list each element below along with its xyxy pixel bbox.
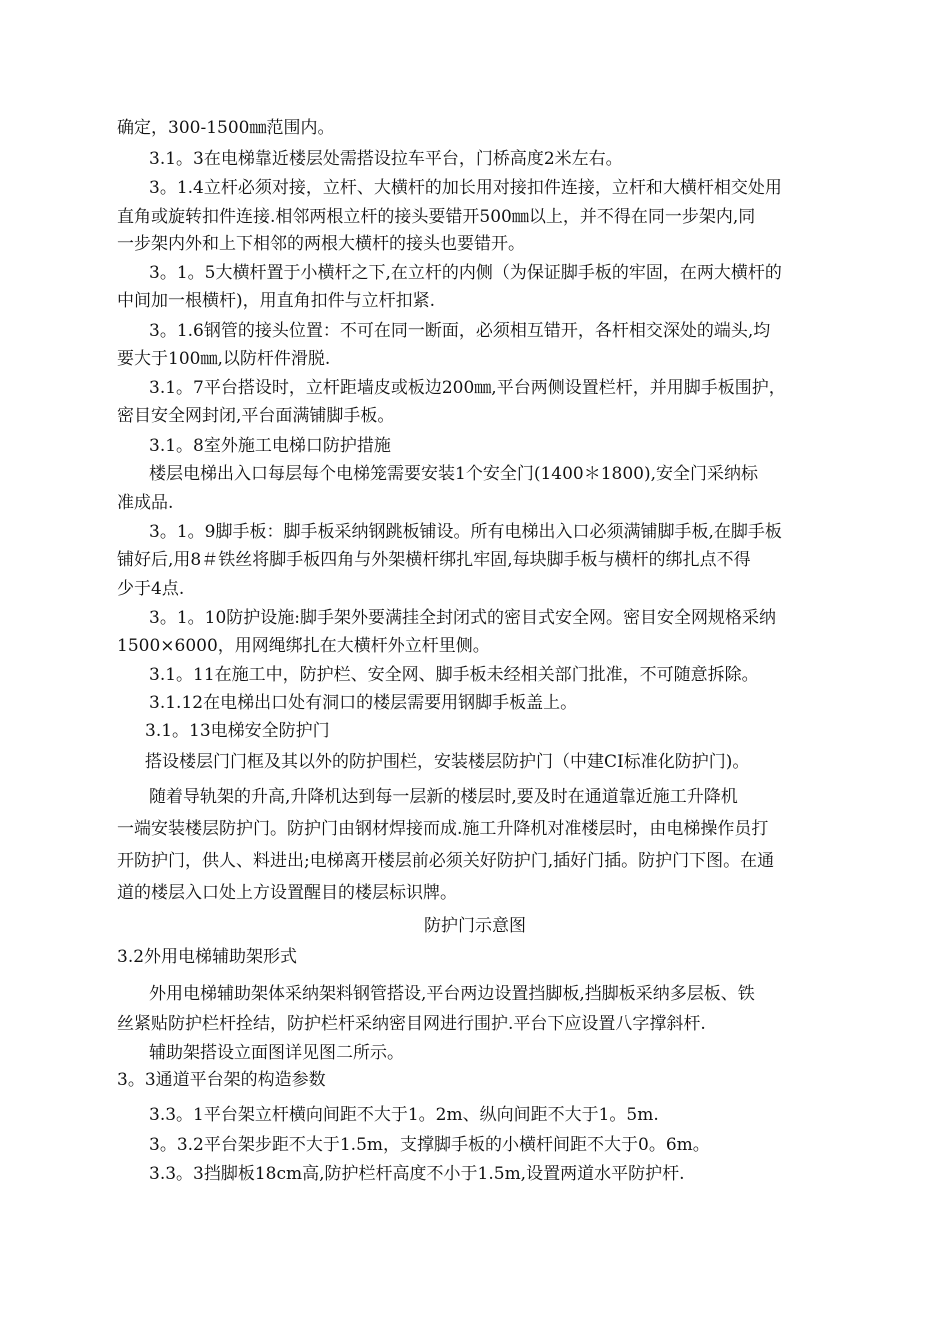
text-line: 确定，300-1500㎜范围内。	[117, 118, 335, 138]
text-line: 辅助架搭设立面图详见图二所示。	[149, 1043, 404, 1063]
text-line: 3。3.2平台架步距不大于1.5m，支撑脚手板的小横杆间距不大于0。6m。	[149, 1135, 710, 1155]
text-line: 3.1。13电梯安全防护门	[145, 721, 330, 741]
text-line: 一步架内外和上下相邻的两根大横杆的接头也要错开。	[117, 234, 525, 254]
text-line: 搭设楼层门门框及其以外的防护围栏，安装楼层防护门（中建CI标准化防护门)。	[145, 752, 750, 772]
text-line: 直角或旋转扣件连接.相邻两根立杆的接头要错开500㎜以上，并不得在同一步架内,同	[117, 207, 756, 227]
text-line: 少于4点.	[117, 579, 185, 599]
text-line: 楼层电梯出入口每层每个电梯笼需要安装1个安全门(1400＊1800),安全门采纳标	[149, 464, 759, 484]
text-line: 准成品.	[117, 493, 174, 513]
text-line: 要大于100㎜,以防杆件滑脱.	[117, 349, 331, 369]
text-line: 随着导轨架的升高,升降机达到每一层新的楼层时,要及时在通道靠近施工升降机	[149, 787, 738, 807]
text-line: 3.1。11在施工中，防护栏、安全网、脚手板未经相关部门批准，不可随意拆除。	[149, 665, 759, 685]
text-line: 3。1。10防护设施:脚手架外要满挂全封闭式的密目式安全网。密目安全网规格采纳	[149, 608, 776, 628]
text-line: 3.1。8室外施工电梯口防护措施	[149, 436, 391, 456]
text-line: 3。1。5大横杆置于小横杆之下,在立杆的内侧（为保证脚手板的牢固，在两大横杆的	[149, 263, 782, 283]
text-line: 3.3。3挡脚板18cm高,防护栏杆高度不小于1.5m,设置两道水平防护杆.	[149, 1164, 685, 1184]
text-line: 铺好后,用8＃铁丝将脚手板四角与外架横杆绑扎牢固,每块脚手板与横杆的绑扎点不得	[117, 550, 751, 570]
text-line: 1500×6000，用网绳绑扎在大横杆外立杆里侧。	[117, 636, 490, 656]
text-line: 3.1.12在电梯出口处有洞口的楼层需要用钢脚手板盖上。	[149, 693, 578, 713]
text-line: 3.3。1平台架立杆横向间距不大于1。2m、纵向间距不大于1。5m.	[149, 1105, 659, 1125]
text-line: 3。1.4立杆必须对接，立杆、大横杆的加长用对接扣件连接，立杆和大横杆相交处用	[149, 178, 782, 198]
text-line: 3.1。7平台搭设时，立杆距墙皮或板边200㎜,平台两侧设置栏杆，并用脚手板围护，	[149, 378, 786, 398]
figure-caption: 防护门示意图	[424, 916, 526, 936]
text-line: 3。1。9脚手板：脚手板采纳钢跳板铺设。所有电梯出入口必须满铺脚手板,在脚手板	[149, 522, 782, 542]
text-line: 丝紧贴防护栏杆拴结，防护栏杆采纳密目网进行围护.平台下应设置八字撑斜杆.	[117, 1014, 706, 1034]
text-line: 3。1.6钢管的接头位置：不可在同一断面，必须相互错开，各杆相交深处的端头,均	[149, 321, 771, 341]
section-heading: 3。3通道平台架的构造参数	[117, 1070, 326, 1090]
section-heading: 3.2外用电梯辅助架形式	[117, 947, 298, 967]
text-line: 3.1。3在电梯靠近楼层处需搭设拉车平台，门桥高度2米左右。	[149, 149, 623, 169]
text-line: 一端安装楼层防护门。防护门由钢材焊接而成.施工升降机对准楼层时，由电梯操作员打	[117, 819, 769, 839]
text-line: 外用电梯辅助架体采纳架料钢管搭设,平台两边设置挡脚板,挡脚板采纳多层板、铁	[149, 984, 755, 1004]
text-line: 道的楼层入口处上方设置醒目的楼层标识牌。	[117, 883, 457, 903]
text-line: 开防护门，供人、料进出;电梯离开楼层前必须关好防护门,插好门插。防护门下图。在通	[117, 851, 775, 871]
text-line: 中间加一根横杆)，用直角扣件与立杆扣紧.	[117, 291, 436, 311]
text-line: 密目安全网封闭,平台面满铺脚手板。	[117, 406, 395, 426]
